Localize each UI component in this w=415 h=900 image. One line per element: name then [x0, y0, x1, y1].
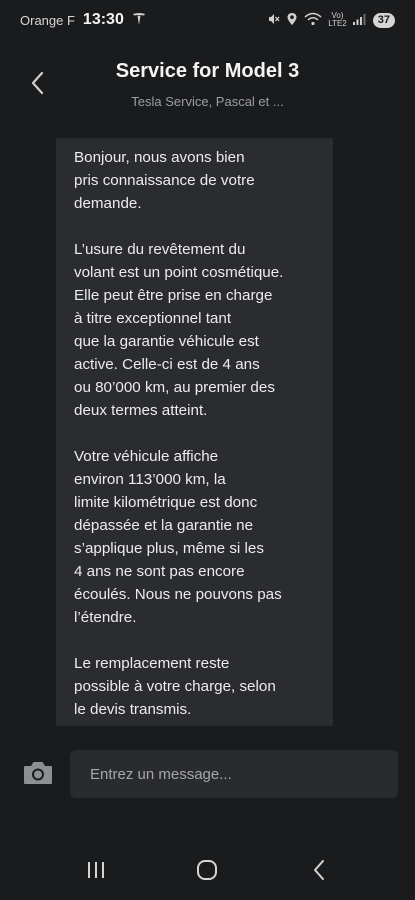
conversation-header	[0, 52, 415, 122]
participants-subtitle: Tesla Service, Pascal et ...	[131, 94, 284, 109]
network-label-top: Vo)	[331, 11, 344, 20]
status-bar	[0, 0, 415, 40]
status-icons	[266, 12, 395, 29]
network-label	[328, 12, 347, 28]
home-button[interactable]	[187, 853, 227, 893]
camera-button[interactable]	[22, 759, 54, 787]
message-paragraph: Le remplacement reste possible à votre charge, selon le devis transmis.	[74, 655, 276, 718]
message-paragraph: Bonjour, nous avons bien pris connaissance de votre demande.	[74, 149, 255, 212]
recents-icon	[86, 861, 106, 884]
battery-indicator: 37	[373, 13, 395, 28]
page-title: Service for Model 3	[115, 60, 300, 82]
message-composer	[0, 745, 415, 805]
message-input[interactable]	[70, 750, 398, 798]
system-navigation-bar	[0, 845, 415, 900]
wifi-icon	[304, 12, 322, 29]
location-icon	[286, 12, 298, 29]
recents-button[interactable]	[76, 853, 116, 893]
message-paragraph: L’usure du revêtement du volant est un point cosmétique. Elle peut être prise en charge à titre exceptionnel tant que la garantie véhicule est active. Celle-ci est de 4 ans ou 80’000 km, au premier des deux termes atteint.	[74, 241, 284, 419]
signal-icon	[353, 12, 367, 28]
home-icon	[196, 859, 218, 886]
tesla-notification-icon	[132, 12, 146, 29]
mute-icon	[266, 12, 280, 29]
clock: 13:30	[82, 11, 124, 28]
message-bubble	[56, 138, 333, 726]
nav-back-button[interactable]	[299, 853, 339, 893]
nav-back-icon	[312, 859, 326, 886]
carrier-label: Orange F	[20, 12, 75, 28]
message-paragraph: Votre véhicule affiche environ 113’000 km, la limite kilométrique est donc dépassée et la garantie ne s’applique plus, même si les 4 ans ne sont pas encore écoulés. Nous ne pouvons pas l’étendre.	[74, 448, 282, 626]
network-label-bottom: LTE2	[328, 19, 347, 28]
camera-icon	[22, 774, 54, 791]
